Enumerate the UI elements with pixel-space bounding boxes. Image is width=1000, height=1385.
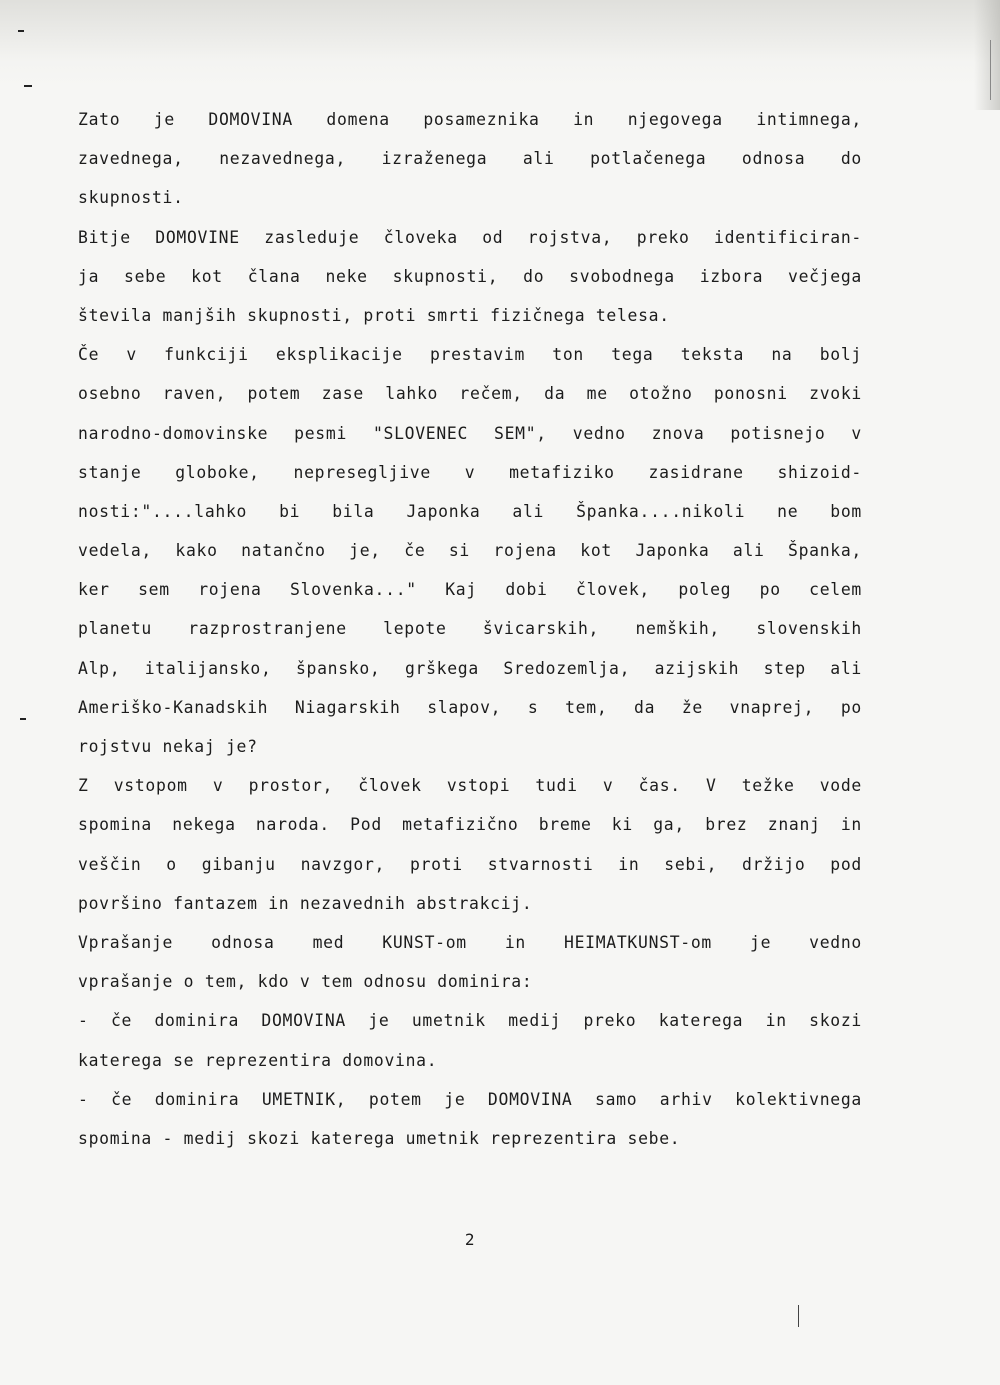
text-line: - če dominira DOMOVINA je umetnik medij preko katerega in skozi [78, 1011, 862, 1031]
text-line: vprašanje o tem, kdo v tem odnosu dominira: [78, 972, 533, 992]
text-line: narodno-domovinske pesmi "SLOVENEC SEM", vedno znova potisnejo v [78, 423, 862, 443]
text-line: Zato je DOMOVINA domena posameznika in njegovega intimnega, [78, 110, 862, 129]
text-line: Vprašanje odnosa med KUNST-om in HEIMATKUNST-om je vedno [78, 932, 862, 952]
margin-mark [24, 85, 32, 87]
margin-mark [18, 30, 24, 32]
text-line: stanje globoke, nepresegljive v metafiziko zasidrane shizoid- [78, 462, 862, 482]
text-line: števila manjših skupnosti, proti smrti fizičnega telesa. [78, 305, 670, 325]
margin-mark [798, 1305, 799, 1327]
text-line: vedela, kako natančno je, če si rojena kot Japonka ali Španka, [78, 541, 862, 561]
text-line: spomina - medij skozi katerega umetnik reprezentira sebe. [78, 1128, 681, 1148]
text-line: veščin o gibanju navzgor, proti stvarnosti in sebi, držijo pod [78, 854, 862, 874]
text-line: osebno raven, potem zase lahko rečem, da me otožno ponosni zvoki [78, 384, 862, 404]
text-line: nosti:"....lahko bi bila Japonka ali Španka....nikoli ne bom [78, 501, 862, 521]
text-line: ker sem rojena Slovenka..." Kaj dobi človek, poleg po celem [78, 580, 862, 600]
scan-shadow-right [974, 0, 1000, 110]
text-line: zavednega, nezavednega, izraženega ali potlačenega odnosa do [78, 149, 862, 169]
body-text [78, 100, 862, 1158]
text-line: Bitje DOMOVINE zasleduje človeka od rojstva, preko identificiran- [78, 227, 862, 247]
text-line: spomina nekega naroda. Pod metafizično breme ki ga, brez znanj in [78, 815, 862, 835]
text-line: Alp, italijansko, špansko, grškega Sredozemlja, azijskih step ali [78, 658, 862, 678]
text-line: - če dominira UMETNIK, potem je DOMOVINA samo arhiv kolektivnega [78, 1089, 862, 1109]
text-line: Če v funkciji eksplikacije prestavim ton tega teksta na bolj [78, 345, 862, 365]
scan-shadow-top [0, 0, 1000, 90]
text-line: Ameriško-Kanadskih Niagarskih slapov, s tem, da že vnaprej, po [78, 697, 862, 717]
page-number: 2 [464, 1230, 476, 1249]
text-line: Z vstopom v prostor, človek vstopi tudi v čas. V težke vode [78, 776, 862, 796]
text-line: katerega se reprezentira domovina. [78, 1050, 438, 1070]
text-line: planetu razprostranjene lepote švicarskih, nemških, slovenskih [78, 619, 862, 639]
margin-mark [20, 718, 26, 720]
text-line: rojstvu nekaj je? [78, 737, 258, 756]
text-line: ja sebe kot člana neke skupnosti, do svobodnega izbora večjega [78, 266, 862, 286]
text-line: površino fantazem in nezavednih abstrakcij. [78, 893, 533, 913]
text-line: skupnosti. [78, 188, 184, 208]
margin-mark [990, 40, 991, 100]
